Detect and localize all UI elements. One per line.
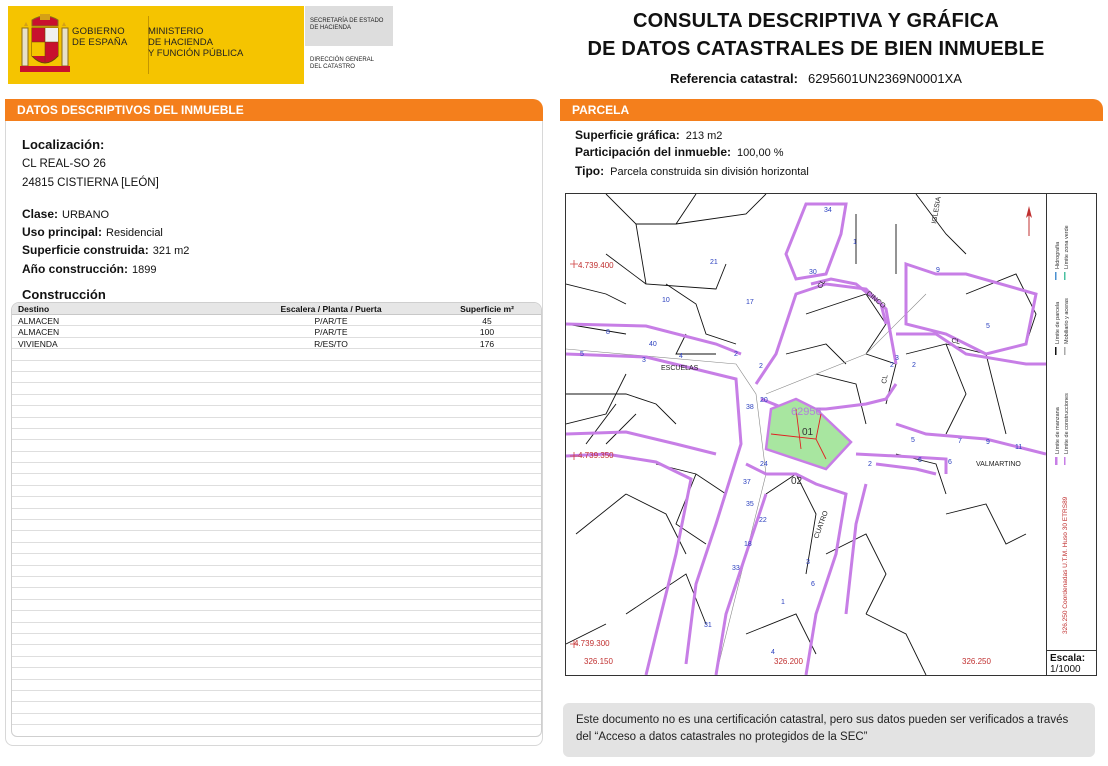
- scale-value: 1/1000: [1050, 664, 1081, 675]
- superficie-field: Superficie construida: 321 m2: [22, 243, 190, 257]
- table-row-empty: [12, 440, 541, 451]
- table-row-empty: [12, 691, 541, 702]
- house-number-label: 2: [890, 362, 894, 369]
- table-row-empty: [12, 668, 541, 679]
- ministerio-label: MINISTERIO DE HACIENDA Y FUNCIÓN PÚBLICA: [148, 26, 244, 59]
- house-number-label: 5: [911, 437, 915, 444]
- table-row-empty: [12, 395, 541, 406]
- house-number-label: 37: [743, 479, 751, 486]
- crs-label: 326.250 Coordenadas U.T.M. Huso 30 ETRS89: [1062, 496, 1069, 634]
- table-row-empty: [12, 600, 541, 611]
- y-coord-bottom: 4.739.300: [574, 639, 610, 648]
- table-header: [12, 303, 541, 315]
- construccion-table: [11, 302, 542, 737]
- scale-box: [1046, 650, 1097, 676]
- house-number-label: 7: [958, 438, 962, 445]
- table-row-empty: [12, 520, 541, 531]
- cell-superficie: 100: [479, 327, 495, 338]
- house-number-label: 35: [746, 501, 754, 508]
- table-row-empty: [12, 418, 541, 429]
- cell-superficie: 45: [482, 316, 492, 326]
- table-row: [12, 338, 541, 349]
- table-row-empty: [12, 486, 541, 497]
- sub-parcel-01: 01: [802, 427, 814, 438]
- house-number-label: 6: [948, 459, 952, 466]
- table-row-empty: [12, 474, 541, 485]
- house-number-label: 24: [760, 461, 768, 468]
- house-number-label: 31: [704, 622, 712, 629]
- table-row: [12, 315, 541, 326]
- page-title-line2: DE DATOS CATASTRALES DE BIEN INMUEBLE: [587, 38, 1045, 60]
- house-number-label: 38: [746, 404, 754, 411]
- clase-field: Clase: URBANO: [22, 207, 110, 221]
- house-number-label: 40: [649, 341, 657, 348]
- legend-hidrografia: Hidrografía: [1055, 241, 1061, 269]
- table-row-empty: [12, 702, 541, 713]
- house-number-label: 2: [868, 461, 872, 468]
- house-number-label: 30: [809, 269, 817, 276]
- anio-field: Año construcción: 1899: [22, 262, 157, 276]
- house-number-label: 3: [806, 559, 810, 566]
- x-coord-left: 326.150: [584, 657, 613, 666]
- ref-label: Referencia catastral:: [670, 71, 798, 86]
- localizacion-label: Localización:: [22, 137, 105, 152]
- table-row-empty: [12, 406, 541, 417]
- street-cl-3: CL: [950, 337, 961, 347]
- house-number-label: 21: [710, 259, 718, 266]
- table-row-empty: [12, 463, 541, 474]
- cell-escalera: R/ES/TO: [314, 338, 348, 349]
- house-number-label: 2: [734, 351, 738, 358]
- house-number-label: 1: [781, 599, 785, 606]
- table-row-empty: [12, 361, 541, 372]
- address-line2: 24815 CISTIERNA [LEÓN]: [22, 177, 159, 189]
- house-number-label: 9: [936, 267, 940, 274]
- house-number-label: 6: [811, 581, 815, 588]
- cell-escalera: P/AR/TE: [314, 316, 348, 326]
- x-coord-mid: 326.200: [774, 657, 803, 666]
- table-row-empty: [12, 714, 541, 725]
- section-bar-parcela: PARCELA: [560, 99, 1103, 121]
- superficie-grafica-field: Superficie gráfica: 213 m2: [575, 128, 723, 142]
- house-number-label: 2: [759, 363, 763, 370]
- street-valmartino: VALMARTINO: [976, 461, 1021, 468]
- house-number-label: 18: [744, 541, 752, 548]
- scale-label: Escala:: [1050, 653, 1086, 664]
- table-row-empty: [12, 531, 541, 542]
- legend-manzana: Límite de manzana: [1055, 407, 1061, 454]
- col-escalera: Escalera / Planta / Puerta: [280, 304, 382, 314]
- house-number-label: 1: [853, 239, 857, 246]
- table-row-empty: [12, 611, 541, 622]
- house-number-label: 17: [746, 299, 754, 306]
- uso-field: Uso principal: Residencial: [22, 225, 163, 239]
- table-row-empty: [12, 577, 541, 588]
- y-coord-top: 4.739.400: [578, 261, 614, 270]
- descriptivos-panel: [5, 121, 543, 746]
- street-escuelas: ESCUELAS: [661, 365, 699, 372]
- house-number-label: 22: [759, 517, 767, 524]
- construccion-title: Construcción: [22, 287, 106, 302]
- cell-destino: VIVIENDA: [18, 338, 58, 349]
- y-coord-mid: 4.739.350: [578, 451, 614, 460]
- address-line1: CL REAL-SO 26: [22, 158, 106, 170]
- table-row-empty: [12, 372, 541, 383]
- table-row-empty: [12, 645, 541, 656]
- legend-construcciones: Límite de construcciones: [1064, 393, 1070, 454]
- house-number-label: 3: [895, 355, 899, 362]
- map-drawing[interactable]: [566, 194, 1046, 675]
- secretaria-label: SECRETARÍA DE ESTADO DE HACIENDA: [310, 18, 384, 31]
- table-row-empty: [12, 634, 541, 645]
- street-iglesia: IGLESIA: [931, 196, 943, 225]
- house-number-label: 10: [662, 297, 670, 304]
- map-legend: [1046, 194, 1097, 650]
- street-cl-1: CL: [816, 278, 828, 290]
- street-cinco: CINCO: [864, 290, 887, 311]
- gobierno-label: GOBIERNO DE ESPAÑA: [72, 26, 128, 48]
- empty-rows: [12, 349, 541, 725]
- cell-superficie: 176: [479, 338, 495, 349]
- table-row-empty: [12, 543, 541, 554]
- table-row: [12, 326, 541, 337]
- table-row-empty: [12, 588, 541, 599]
- house-number-label: 8: [606, 329, 610, 336]
- col-destino: Destino: [18, 304, 50, 314]
- parcel-number-label: 62956: [791, 406, 822, 418]
- legend-mobiliario: Mobiliario y aceras: [1064, 298, 1070, 344]
- house-number-label: 20: [760, 397, 768, 404]
- house-number-label: 3: [642, 357, 646, 364]
- table-row-empty: [12, 623, 541, 634]
- table-row-empty: [12, 452, 541, 463]
- table-row-empty: [12, 429, 541, 440]
- cell-destino: ALMACEN: [18, 316, 60, 326]
- house-number-label: 4: [771, 649, 775, 656]
- table-row-empty: [12, 554, 541, 565]
- ref-value: 6295601UN2369N0001XA: [807, 71, 962, 86]
- house-number-label: 2: [912, 362, 916, 369]
- cell-escalera: P/AR/TE: [314, 327, 348, 338]
- section-bar-descriptivos: DATOS DESCRIPTIVOS DEL INMUEBLE: [5, 99, 543, 121]
- table-row-empty: [12, 509, 541, 520]
- house-number-label: 4: [679, 353, 683, 360]
- tipo-field: Tipo: Parcela construida sin división horizontal: [575, 164, 809, 178]
- table-row-empty: [12, 383, 541, 394]
- table-row-empty: [12, 349, 541, 360]
- house-number-label: 5: [580, 351, 584, 358]
- legend-zona-verde: Límite zona verde: [1064, 225, 1070, 269]
- north-arrow-icon: [1026, 206, 1032, 236]
- x-coord-right: 326.250: [962, 657, 991, 666]
- coat-of-arms-icon: [18, 12, 72, 78]
- table-row-empty: [12, 566, 541, 577]
- street-cl-2: CL: [881, 374, 890, 385]
- house-number-label: 33: [732, 565, 740, 572]
- house-number-label: 11: [1015, 444, 1023, 451]
- house-number-label: 34: [824, 207, 832, 214]
- table-row-empty: [12, 680, 541, 691]
- referencia-catastral: [560, 71, 1072, 86]
- page-title-line1: CONSULTA DESCRIPTIVA Y GRÁFICA: [632, 10, 1000, 32]
- participacion-field: Participación del inmueble: 100,00 %: [575, 145, 784, 159]
- house-number-label: 6: [918, 457, 922, 464]
- cadastral-map[interactable]: [565, 193, 1097, 676]
- disclaimer-notice: Este documento no es una certificación catastral, pero sus datos pueden ser verificados a través del “Acceso a datos catastrales no protegidos de la SEC”: [563, 703, 1095, 757]
- cell-destino: ALMACEN: [18, 327, 60, 338]
- table-row-empty: [12, 497, 541, 508]
- house-number-label: 9: [986, 439, 990, 446]
- col-superficie: Superficie m²: [460, 304, 514, 314]
- sub-parcel-02: 02: [791, 476, 803, 487]
- table-row-empty: [12, 657, 541, 668]
- house-number-label: 5: [986, 323, 990, 330]
- street-cuatro: CUATRO: [813, 509, 830, 540]
- direccion-label: DIRECCIÓN GENERAL DEL CATASTRO: [310, 57, 375, 70]
- legend-limite-parcela: Límite de parcela: [1055, 301, 1061, 344]
